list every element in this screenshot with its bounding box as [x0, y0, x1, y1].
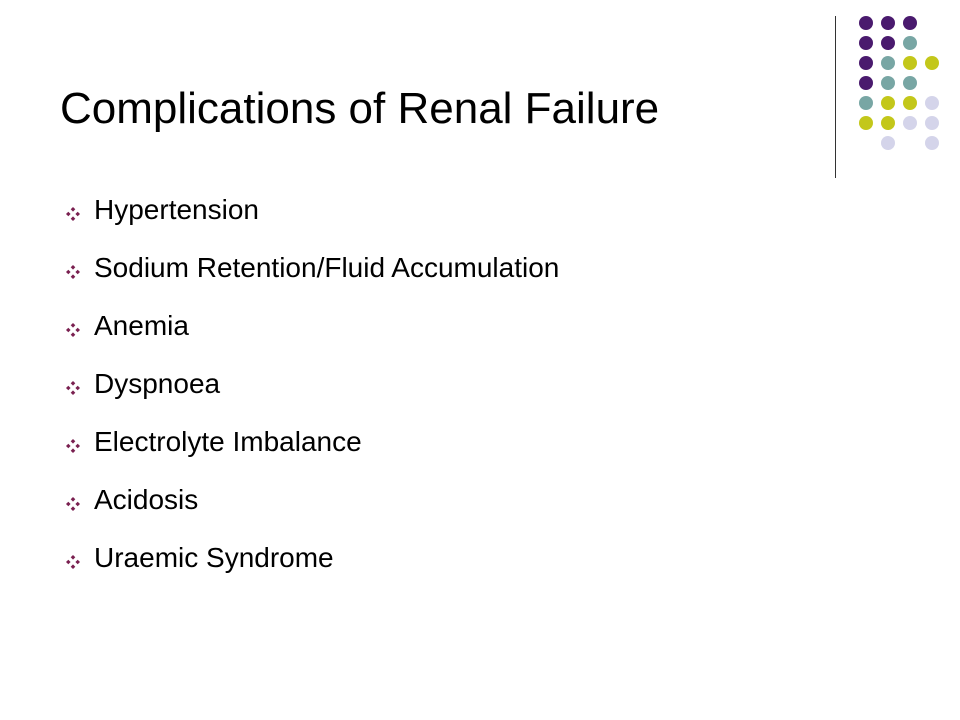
decor-dot [881, 96, 895, 110]
bullet-text: Hypertension [94, 194, 259, 225]
bullet-text: Electrolyte Imbalance [94, 426, 362, 457]
decor-dot [903, 56, 917, 70]
decor-dot [903, 116, 917, 130]
decor-dot [925, 116, 939, 130]
decor-dot [903, 96, 917, 110]
four-diamond-bullet-icon [66, 497, 80, 511]
decor-dot [903, 76, 917, 90]
decor-dot [881, 16, 895, 30]
four-diamond-bullet-icon [66, 439, 80, 453]
four-diamond-bullet-icon [66, 265, 80, 279]
four-diamond-bullet-icon [66, 381, 80, 395]
four-diamond-bullet-icon [66, 555, 80, 569]
bullet-text: Anemia [94, 310, 189, 341]
slide-title: Complications of Renal Failure [60, 84, 660, 133]
decor-dot [903, 16, 917, 30]
decor-dot [859, 56, 873, 70]
decor-dot [859, 36, 873, 50]
decor-dot [881, 36, 895, 50]
decor-dot [859, 16, 873, 30]
bullet-text: Sodium Retention/Fluid Accumulation [94, 252, 560, 283]
decor-dot [881, 116, 895, 130]
four-diamond-bullet-icon [66, 323, 80, 337]
decor-dot [859, 76, 873, 90]
bullet-text: Dyspnoea [94, 368, 221, 399]
bullet-text: Acidosis [94, 484, 199, 515]
decor-dot [925, 96, 939, 110]
decor-dot [881, 76, 895, 90]
bullet-text: Uraemic Syndrome [94, 542, 334, 573]
decor-dot [881, 136, 895, 150]
decor-dot [881, 56, 895, 70]
decor-dot [903, 36, 917, 50]
decor-dot [859, 96, 873, 110]
decor-dot [925, 136, 939, 150]
dot-grid-decoration [0, 0, 960, 200]
decor-dot [859, 116, 873, 130]
four-diamond-bullet-icon [66, 207, 80, 221]
decor-dot [925, 56, 939, 70]
